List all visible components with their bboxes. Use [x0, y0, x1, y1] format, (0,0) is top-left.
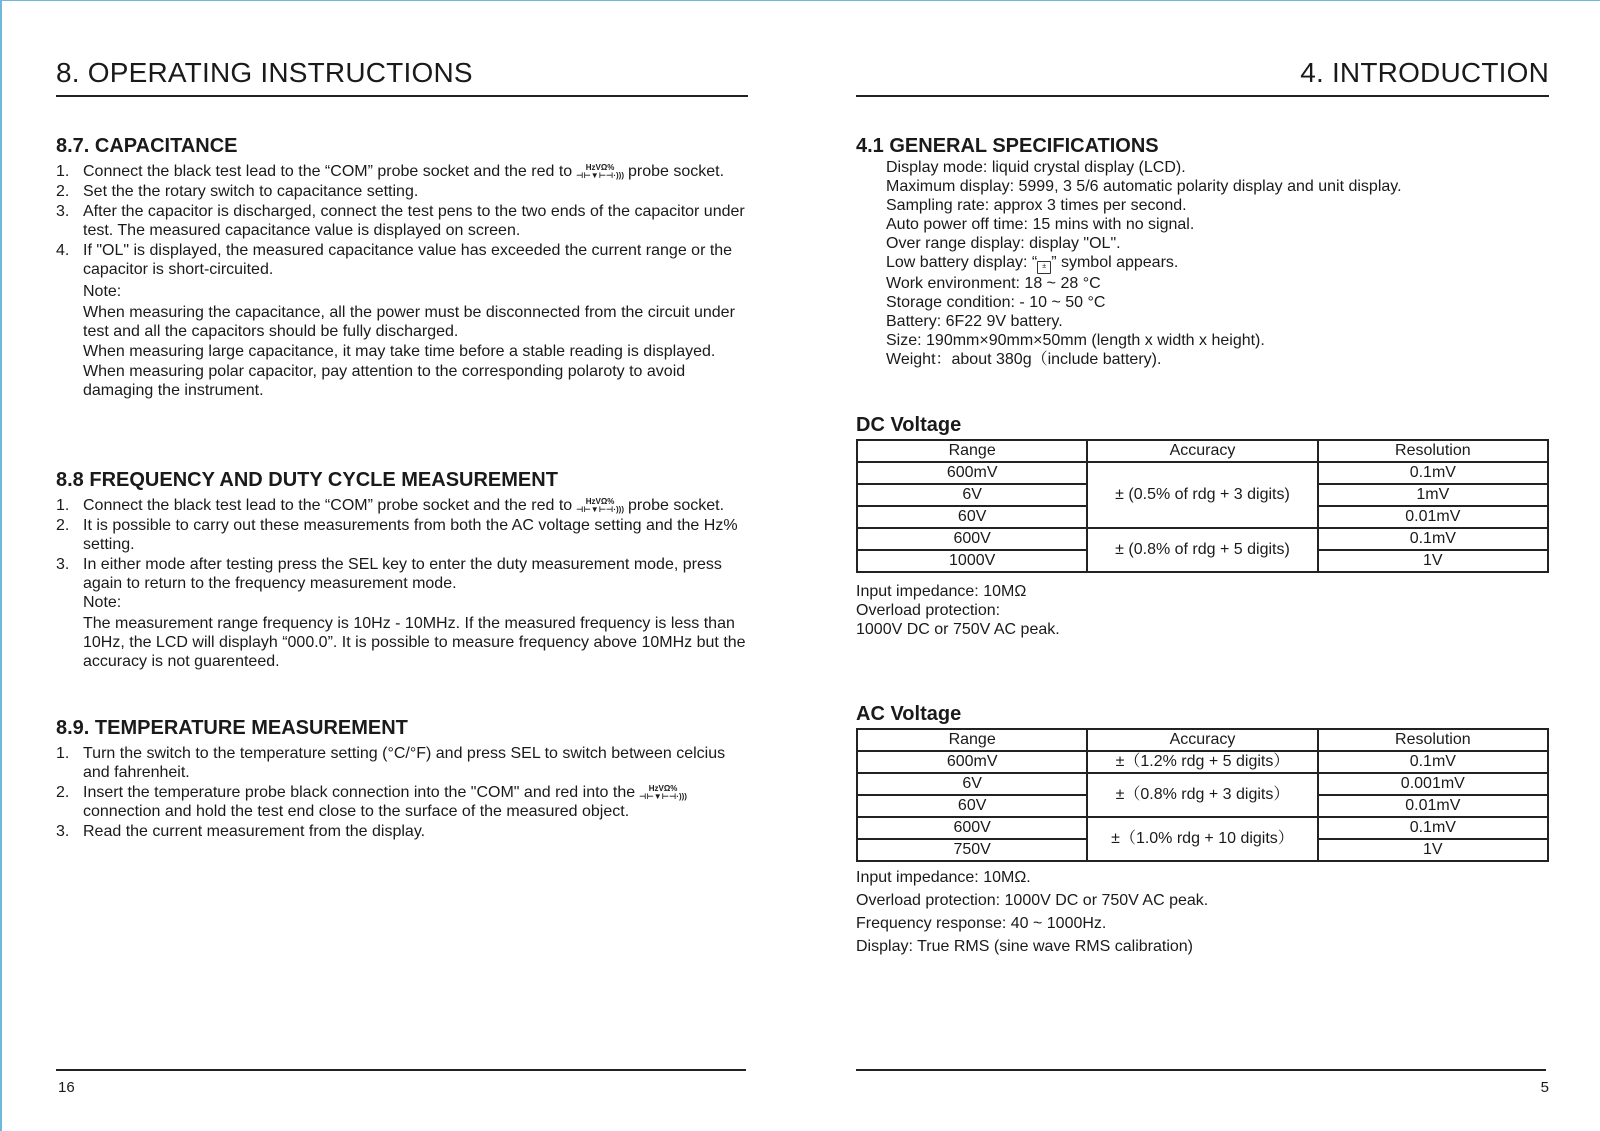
table-row: 600mV ± (0.5% of rdg + 3 digits) 0.1mV — [857, 462, 1548, 484]
list-item: Low battery display: “ ± ” symbol appears. — [886, 253, 1549, 274]
steps-list — [56, 496, 748, 593]
column-header: Resolution — [1318, 440, 1548, 462]
note-block — [56, 593, 748, 671]
temperature-section — [56, 716, 748, 841]
list-item: Sampling rate: approx 3 times per second. — [886, 197, 1187, 214]
steps-list — [56, 162, 748, 279]
note-text: When measuring large capacitance, it may take time before a stable reading is displayed. — [83, 343, 716, 360]
list-item: Storage condition: - 10 ~ 50 °C — [886, 294, 1106, 311]
column-header: Accuracy — [1087, 440, 1317, 462]
section-heading: 8.8 FREQUENCY AND DUTY CYCLE MEASUREMENT — [56, 469, 558, 491]
note-label: Note: — [83, 283, 122, 300]
section-heading: 8.7. CAPACITANCE — [56, 135, 238, 157]
list-item: 3. After the capacitor is discharged, connect the test pens to the two ends of the capacitor under test. The measured capacitance value is displayed on screen. — [56, 203, 745, 239]
footer-rule — [856, 1069, 1546, 1071]
table-row: 750V 1V — [857, 839, 1548, 861]
list-item: Work environment: 18 ~ 28 °C — [886, 275, 1101, 292]
capacitance-section — [56, 134, 748, 400]
list-item: 4. If "OL" is displayed, the measured capacitance value has exceeded the current range or the capacitor is short-circuited. — [56, 242, 733, 278]
section-heading: 8.9. TEMPERATURE MEASUREMENT — [56, 717, 408, 739]
ac-notes: Input impedance: 10MΩ. Overload protection: 1000V DC or 750V AC peak. Frequency response: 40 ~ 1000Hz. Display: True RMS (sine wave RMS calibration) — [856, 869, 1209, 955]
list-item: Battery: 6F22 9V battery. — [886, 313, 1063, 330]
table-row: 600V ±（1.0% rdg + 10 digits） 0.1mV — [857, 817, 1548, 839]
probe-socket-icon: HzVΩ% ⊣⊢▼⊢⊣·))) — [576, 496, 624, 514]
list-item: 3. Read the current measurement from the display. — [56, 823, 426, 840]
page-title: 4. INTRODUCTION — [1300, 57, 1549, 88]
note-text: The measurement range frequency is 10Hz - 10MHz. If the measured frequency is less than 10Hz, the LCD will displayh “000.0”. It is possible to measure frequency above 10MHz but the accuracy is not guarenteed. — [83, 615, 746, 670]
page-title: 8. OPERATING INSTRUCTIONS — [56, 57, 473, 88]
table-row: 600V ± (0.8% of rdg + 5 digits) 0.1mV — [857, 528, 1548, 550]
footer-rule — [56, 1069, 746, 1071]
list-item: 3. In either mode after testing press the SEL key to enter the duty measurement mode, press again to return to the frequency measurement mode. — [56, 556, 722, 592]
column-header: Resolution — [1318, 729, 1548, 751]
list-item: 2. Set the the rotary switch to capacitance setting. — [56, 183, 419, 200]
table-header-row — [857, 440, 1548, 462]
table-row: 1000V 1V — [857, 550, 1548, 572]
table-row: 600mV ±（1.2% rdg + 5 digits） 0.1mV — [857, 751, 1548, 773]
general-specs-section — [856, 134, 1549, 369]
table-header-row — [857, 729, 1548, 751]
section-heading: AC Voltage — [856, 703, 962, 725]
note-block — [56, 282, 748, 400]
ac-voltage-section — [856, 703, 1549, 958]
list-item: 2. It is possible to carry out these measurements from both the AC voltage setting and the Hz% setting. — [56, 517, 738, 553]
table-row: 60V 0.01mV — [857, 795, 1548, 817]
column-header: Range — [857, 729, 1087, 751]
table-row: 60V 0.01mV — [857, 506, 1548, 528]
dc-voltage-table — [856, 439, 1549, 573]
steps-list — [56, 744, 748, 841]
section-heading: DC Voltage — [856, 414, 962, 436]
header-rule — [56, 95, 748, 97]
page-number: 16 — [58, 1079, 75, 1096]
dc-voltage-section — [856, 414, 1549, 639]
list-item: Auto power off time: 15 mins with no signal. — [886, 216, 1195, 233]
list-item: 1. Connect the black test lead to the “COM” probe socket and the red to HzVΩ% ⊣⊢▼⊢⊣·))) probe socket. — [56, 162, 725, 180]
note-text: When measuring the capacitance, all the power must be disconnected from the circuit under test and all the capacitors should be fully discharged. — [83, 304, 735, 340]
column-header: Range — [857, 440, 1087, 462]
spec-list — [856, 158, 1549, 369]
header-rule — [856, 95, 1549, 97]
list-item: Size: 190mm×90mm×50mm (length x width x height). — [886, 332, 1265, 349]
list-item: 1. Connect the black test lead to the “COM” probe socket and the red to HzVΩ% ⊣⊢▼⊢⊣·))) probe socket. — [56, 496, 725, 514]
dc-notes: Input impedance: 10MΩ Overload protection: 1000V DC or 750V AC peak. — [856, 583, 1060, 638]
note-label: Note: — [83, 594, 122, 611]
list-item: Display mode: liquid crystal display (LCD). — [886, 159, 1186, 176]
list-item: 1. Turn the switch to the temperature setting (°C/°F) and press SEL to switch between celcius and fahrenheit. — [56, 745, 726, 781]
note-text: When measuring polar capacitor, pay attention to the corresponding polaroty to avoid damaging the instrument. — [83, 363, 686, 399]
list-item: 2. Insert the temperature probe black connection into the "COM" and red into the HzVΩ% ⊣⊢▼⊢⊣·)))connection and hold the test end close to the surface of the measured object. — [56, 783, 687, 820]
list-item: Over range display: display "OL". — [886, 235, 1121, 252]
list-item: Maximum display: 5999, 3 5/6 automatic polarity display and unit display. — [886, 178, 1402, 195]
probe-socket-icon: HzVΩ% ⊣⊢▼⊢⊣·))) — [576, 162, 624, 180]
battery-icon: ± — [1037, 261, 1051, 274]
probe-socket-icon: HzVΩ% ⊣⊢▼⊢⊣·))) — [639, 783, 687, 801]
table-row: 6V ±（0.8% rdg + 3 digits） 0.001mV — [857, 773, 1548, 795]
list-item: Weight：about 380g（include battery). — [886, 351, 1162, 368]
ac-voltage-table — [856, 728, 1549, 862]
column-header: Accuracy — [1087, 729, 1317, 751]
page-number: 5 — [1540, 1079, 1549, 1096]
frequency-section — [56, 468, 748, 671]
table-row: 6V 1mV — [857, 484, 1548, 506]
section-heading: 4.1 GENERAL SPECIFICATIONS — [856, 135, 1159, 157]
